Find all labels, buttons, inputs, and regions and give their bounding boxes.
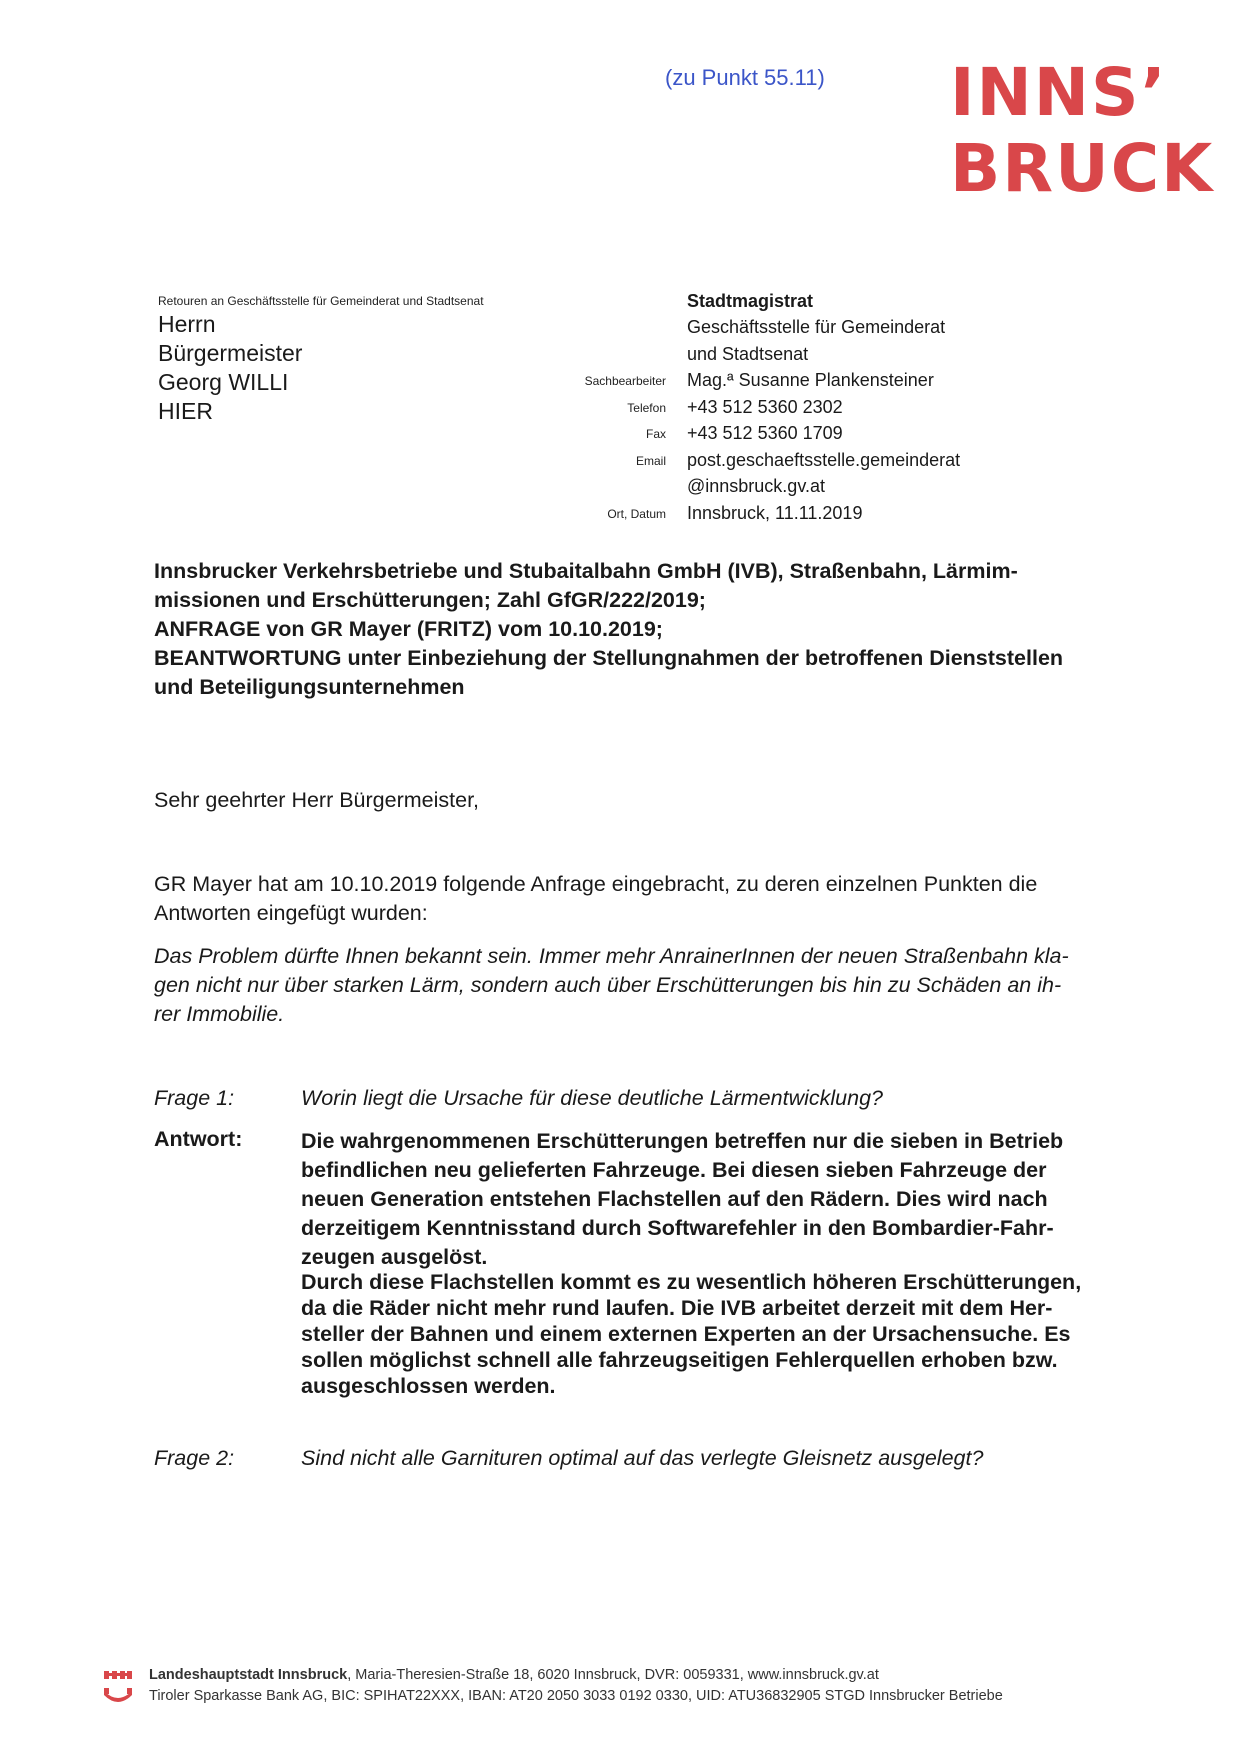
answer-line: steller der Bahnen und einem externen Experten an der Ursachensuche. Es bbox=[301, 1322, 1071, 1346]
answer-line: derzeitigem Kenntnisstand durch Softwarefehler in den Bombardier-Fahr- bbox=[301, 1216, 1054, 1240]
footer-org-details: , Maria-Theresien-Straße 18, 6020 Innsbruck, DVR: 0059331, www.innsbruck.gv.at bbox=[347, 1667, 879, 1683]
subject-line: missionen und Erschütterungen; Zahl GfGR/222/2019; bbox=[154, 588, 706, 612]
logo-line-2: BRUCK bbox=[950, 130, 1215, 207]
place-date: Innsbruck, 11.11.2019 bbox=[687, 502, 863, 523]
question-1-label: Frage 1: bbox=[154, 1086, 235, 1110]
quote-line: gen nicht nur über starken Lärm, sondern auch über Erschütterungen bis hin zu Schäden an ih- bbox=[154, 973, 1062, 997]
question-2-text: Sind nicht alle Garnituren optimal auf das verlegte Gleisnetz ausgelegt? bbox=[301, 1446, 984, 1470]
recipient-line: Herrn bbox=[158, 311, 216, 337]
fax-number: +43 512 5360 1709 bbox=[687, 423, 843, 443]
inquiry-quote bbox=[154, 942, 1069, 1029]
innsbruck-logo bbox=[950, 54, 1215, 207]
footer-line-2: Tiroler Sparkasse Bank AG, BIC: SPIHAT22XXX, IBAN: AT20 2050 3033 0192 0330, UID: ATU36832905 STGD Innsbrucker Betriebe bbox=[149, 1688, 1003, 1704]
quote-line: Das Problem dürfte Ihnen bekannt sein. Immer mehr AnrainerInnen der neuen Straßenbahn kla- bbox=[154, 944, 1069, 968]
sender-info-block bbox=[540, 285, 1010, 524]
answer-line: zeugen ausgelöst. bbox=[301, 1245, 488, 1269]
fax-label: Fax bbox=[645, 427, 666, 441]
greeting: Sehr geehrter Herr Bürgermeister, bbox=[154, 788, 480, 812]
answer-line: Die wahrgenommenen Erschütterungen betreffen nur die sieben in Betrieb bbox=[301, 1129, 1064, 1153]
answer-1-text bbox=[301, 1127, 1081, 1399]
subject-line: und Beteiligungsunternehmen bbox=[154, 675, 465, 699]
answer-line: neuen Generation entstehen Flachstellen auf den Rädern. Dies wird nach bbox=[301, 1187, 1048, 1211]
answer-line: befindlichen neu gelieferten Fahrzeuge. Bei diesen sieben Fahrzeuge der bbox=[301, 1158, 1047, 1182]
sender-department: Stadtmagistrat bbox=[687, 290, 814, 311]
footer-org-name: Landeshauptstadt Innsbruck bbox=[149, 1667, 348, 1683]
sender-office-line-1: Geschäftsstelle für Gemeinderat bbox=[687, 317, 946, 337]
clerk-name: Mag.ª Susanne Plankensteiner bbox=[687, 370, 934, 390]
subject-line: BEANTWORTUNG unter Einbeziehung der Stellungnahmen der betroffenen Dienststellen bbox=[154, 646, 1064, 670]
subject-line: ANFRAGE von GR Mayer (FRITZ) vom 10.10.2019; bbox=[154, 617, 663, 641]
logo-line-1: INNS’ bbox=[950, 54, 1168, 131]
answer-line: sollen möglichst schnell alle fahrzeugseitigen Fehlerquellen erhoben bzw. bbox=[301, 1348, 1058, 1372]
email-label: Email bbox=[635, 453, 666, 468]
footer-line-1 bbox=[149, 1665, 1003, 1686]
intro-line: Antworten eingefügt wurden: bbox=[154, 901, 428, 925]
email-line-2: @innsbruck.gv.at bbox=[687, 476, 825, 496]
letter-subject bbox=[154, 557, 1134, 702]
agenda-point-reference: (zu Punkt 55.11) bbox=[665, 65, 825, 90]
phone-label: Telefon bbox=[627, 400, 666, 415]
answer-1-label: Antwort: bbox=[154, 1127, 243, 1151]
email-line-1: post.geschaeftsstelle.gemeinderat bbox=[687, 449, 961, 470]
recipient-line: Bürgermeister bbox=[158, 340, 303, 366]
answer-line: da die Räder nicht mehr rund laufen. Die IVB arbeitet derzeit mit dem Her- bbox=[301, 1296, 1053, 1320]
question-2-label: Frage 2: bbox=[154, 1446, 235, 1470]
recipient-line: Georg WILLI bbox=[158, 369, 289, 395]
place-date-label: Ort, Datum bbox=[607, 506, 666, 521]
clerk-label: Sachbearbeiter bbox=[584, 374, 666, 388]
intro-line: GR Mayer hat am 10.10.2019 folgende Anfrage eingebracht, zu deren einzelnen Punkten die bbox=[154, 872, 1038, 896]
recipient-line: HIER bbox=[158, 398, 213, 424]
quote-line: rer Immobilie. bbox=[154, 1002, 285, 1026]
return-address-note: Retouren an Geschäftsstelle für Gemeinderat und Stadtsenat bbox=[158, 294, 484, 308]
innsbruck-bridge-emblem-icon bbox=[103, 1669, 133, 1705]
question-1-text: Worin liegt die Ursache für diese deutliche Lärmentwicklung? bbox=[301, 1086, 883, 1110]
phone-number: +43 512 5360 2302 bbox=[687, 396, 843, 417]
sender-office-line-2: und Stadtsenat bbox=[687, 343, 809, 364]
answer-line: ausgeschlossen werden. bbox=[301, 1374, 556, 1398]
answer-line: Durch diese Flachstellen kommt es zu wesentlich höheren Erschütterungen, bbox=[301, 1270, 1082, 1294]
intro-paragraph bbox=[154, 870, 1037, 928]
recipient-address bbox=[158, 310, 302, 426]
subject-line: Innsbrucker Verkehrsbetriebe und Stubaitalbahn GmbH (IVB), Straßenbahn, Lärmim- bbox=[154, 559, 1018, 583]
